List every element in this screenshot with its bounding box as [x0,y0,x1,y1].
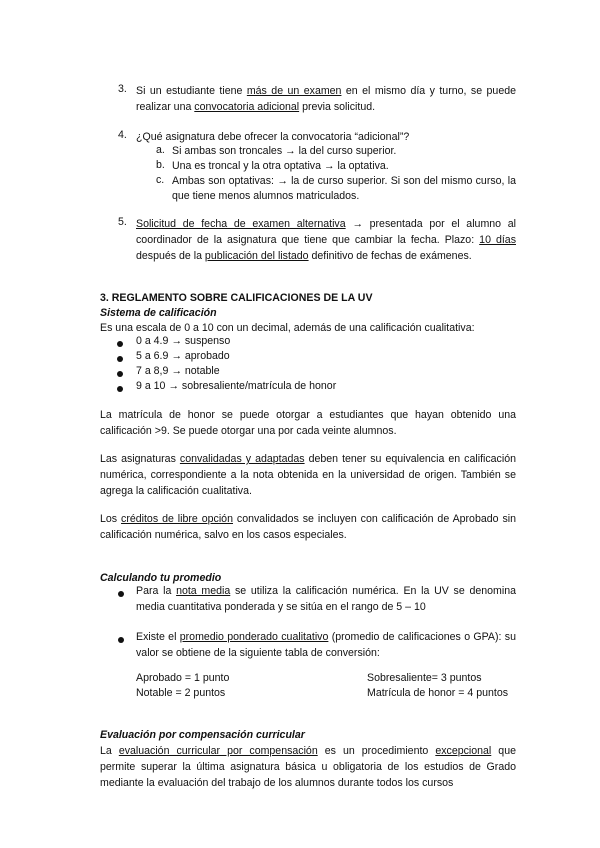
underlined-text: nota media [176,585,231,597]
sublist-item: Si ambas son troncales → la del curso superior. [172,145,397,157]
sublist-letter: a. [156,144,165,156]
bullet-icon [118,634,128,646]
bullet-icon [117,383,127,395]
bullet-icon [117,338,127,350]
underlined-text: más de un examen [246,85,342,97]
underlined-text: excepcional [435,745,492,757]
subsection-heading: Calculando tu promedio [100,572,222,584]
grade-item: 7 a 8,9 → notable [136,365,220,377]
conversion-aprobado: Aprobado = 1 punto [136,672,230,684]
underlined-text: promedio ponderado cualitativo [179,631,329,643]
grade-item: 9 a 10 → sobresaliente/matrícula de honor [136,380,337,392]
sublist-letter: c. [156,174,165,186]
sublist-item: Ambas son optativas: → la de curso superior. Si son del mismo curso, la que tiene menos alumnos matriculados. [172,175,516,202]
conversion-sobresaliente: Sobresaliente= 3 puntos [367,672,482,684]
bullet-promedio-cualitativo: Existe el promedio ponderado cualitativo (promedio de calificaciones o GPA): su valor se obtiene de la siguiente tabla de conversión: [136,631,516,659]
list-item-3: Si un estudiante tiene más de un examen en el mismo día y turno, se puede realizar una convocatoria adicional previa solicitud. [136,85,516,113]
grade-item: 5 a 6.9 → aprobado [136,350,230,362]
subsection-heading: Sistema de calificación [100,307,217,319]
subsection-heading: Evaluación por compensación curricular [100,729,305,741]
section-heading: 3. REGLAMENTO SOBRE CALIFICACIONES DE LA UV [100,292,373,304]
conversion-matricula: Matrícula de honor = 4 puntos [367,687,509,699]
bullet-icon [117,353,127,365]
paragraph-honor: La matrícula de honor se puede otorgar a estudiantes que hayan obtenido una calificación >9. Se puede otorgar una por cada veinte alumnos. [100,409,516,437]
sublist-letter: b. [156,159,165,171]
list-item-5: Solicitud de fecha de examen alternativa → presentada por el alumno al coordinador de la asignatura que tiene que cambiar la fecha. Plazo: 10 días después de la publicación del listado definitivo de fechas de exámenes. [136,218,517,262]
bullet-icon [118,588,128,600]
list-item-4: ¿Qué asignatura debe ofrecer la convocatoria “adicional”? [136,131,410,143]
underlined-text: convalidadas y adaptadas [179,453,305,465]
list-number-3: 3. [118,83,127,95]
paragraph-compensacion: La evaluación curricular por compensación es un procedimiento excepcional que permite superar la última asignatura básica u obligatoria de los estudios de Grado mediante la evaluación del trabajo de los alumnos durante todos los cursos [100,745,516,789]
list-number-5: 5. [118,216,127,228]
list-number-4: 4. [118,129,127,141]
underlined-text: evaluación curricular por compensación [118,745,318,757]
paragraph-convalidadas: Las asignaturas convalidadas y adaptadas deben tener su equivalencia en calificación numérica, correspondiente a la nota obtenida en la universidad de origen. También se agrega la calificación cualitativa. [100,453,516,497]
sublist-item: Una es troncal y la otra optativa → la optativa. [172,160,389,172]
underlined-text: convocatoria adicional [194,101,300,113]
grade-item: 0 a 4.9 → suspenso [136,335,231,347]
paragraph-libre-opcion: Los créditos de libre opción convalidados se incluyen con calificación de Aprobado sin calificación numérica, salvo en los casos especiales. [100,513,516,541]
conversion-notable: Notable = 2 puntos [136,687,226,699]
underlined-text: publicación del listado [204,250,309,262]
intro-paragraph: Es una escala de 0 a 10 con un decimal, además de una calificación cualitativa: [100,322,475,334]
underlined-text: créditos de libre opción [121,513,233,525]
underlined-text: Solicitud de fecha de examen alternativa [136,218,346,230]
underlined-text: 10 días [479,234,516,246]
bullet-icon [117,368,127,380]
bullet-nota-media: Para la nota media se utiliza la calificación numérica. En la UV se denomina media cuantitativa ponderada y se sitúa en el rango de 5 – 10 [136,585,516,613]
